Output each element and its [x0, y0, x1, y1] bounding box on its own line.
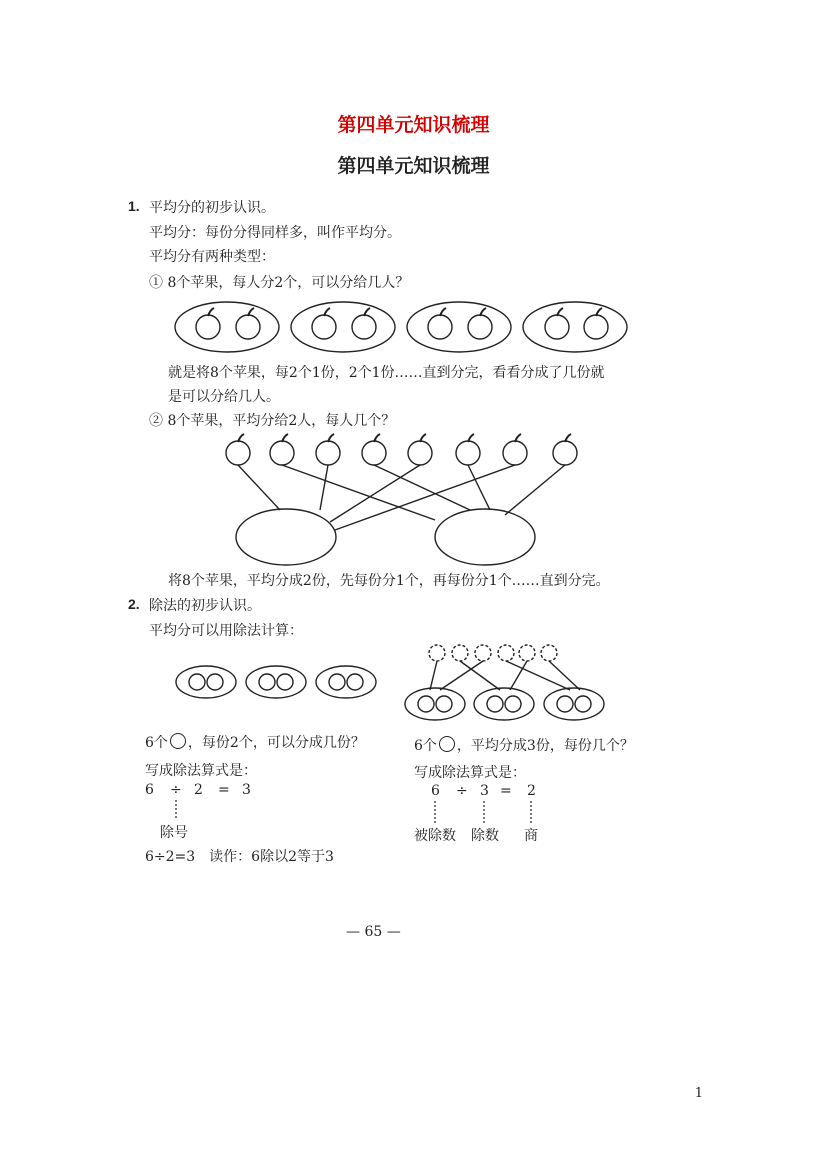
- explanation-line: 是可以分给几人。: [168, 389, 280, 405]
- question-prefix: 6个: [145, 735, 168, 751]
- divisor-label: 除数: [471, 828, 499, 844]
- eq-divide-sign: ÷: [170, 782, 182, 798]
- eq-quotient: 2: [527, 783, 536, 799]
- types-intro: 平均分有两种类型：: [149, 249, 275, 265]
- explanation-line: 就是将8个苹果，每2个1份，2个1份……直到分完，看看分成了几份就: [168, 365, 605, 381]
- apple-icon: [456, 434, 480, 465]
- page-heading: 第四单元知识梳理: [337, 155, 490, 177]
- question-prefix: 6个: [414, 738, 437, 754]
- apple-icon: [236, 308, 260, 339]
- apple-icon: [428, 308, 452, 339]
- apple-icon: [584, 308, 608, 339]
- group-oval: [175, 302, 279, 352]
- quotient-label: 商: [524, 828, 538, 844]
- apple-icon: [468, 308, 492, 339]
- eq-equals: =: [218, 782, 230, 798]
- apple-icon: [226, 434, 250, 465]
- question-suffix: ，平均分成3份，每份几个？: [456, 738, 634, 754]
- person-oval: [435, 509, 535, 565]
- eq-equals: =: [500, 783, 512, 799]
- section-heading: 平均分的初步认识。: [149, 200, 275, 216]
- apple-icon: [545, 308, 569, 339]
- eq-divide-sign: ÷: [456, 783, 468, 799]
- apple-icon: [352, 308, 376, 339]
- group-oval: [523, 302, 627, 352]
- division-share-diagram: [405, 645, 604, 720]
- division-sign-label: 除号: [160, 825, 188, 841]
- apple-icon: [408, 434, 432, 465]
- section-number: 1.: [128, 198, 140, 214]
- eq-quotient: 3: [242, 782, 251, 798]
- apple-icon: [553, 434, 577, 465]
- eq-dividend: 6: [431, 783, 440, 799]
- apple-icon: [312, 308, 336, 339]
- intro-text: 平均分可以用除法计算：: [149, 623, 303, 639]
- explanation-line: 将8个苹果，平均分成2份，先每份分1个，再每份分1个……直到分完。: [168, 573, 610, 589]
- section-heading: 除法的初步认识。: [149, 598, 261, 614]
- apple-icon: [270, 434, 294, 465]
- person-oval: [236, 509, 336, 565]
- formula-label: 写成除法算式是：: [414, 765, 526, 781]
- book-page-number: — 65 —: [346, 924, 401, 940]
- eq-divisor: 3: [480, 783, 489, 799]
- eq-divisor: 2: [194, 782, 203, 798]
- dividend-label: 被除数: [414, 828, 456, 844]
- page-number: 1: [694, 1086, 703, 1101]
- apple-icon: [316, 434, 340, 465]
- question-2: ② 8个苹果，平均分给2人，每人几个？: [149, 413, 396, 429]
- group-oval: [291, 302, 395, 352]
- eq-dividend: 6: [145, 782, 154, 798]
- section-number: 2.: [128, 596, 140, 612]
- apple-icon: [362, 434, 386, 465]
- read-text: 6÷2=3 读作：6除以2等于3: [145, 849, 334, 865]
- label-pointers: [176, 800, 531, 823]
- question-1: ① 8个苹果，每人分2个，可以分给几人？: [149, 275, 410, 291]
- definition-text: 平均分：每份分得同样多，叫作平均分。: [149, 225, 401, 241]
- apple-distribution-diagram: [226, 434, 577, 565]
- apple-groups-diagram: [175, 302, 627, 352]
- formula-label: 写成除法算式是：: [145, 763, 257, 779]
- apple-icon: [503, 434, 527, 465]
- apple-icon: [196, 308, 220, 339]
- division-groups-diagram: [176, 666, 376, 698]
- document-title: 第四单元知识梳理: [337, 114, 490, 136]
- question-suffix: ，每份2个，可以分成几份？: [187, 735, 365, 751]
- group-oval: [407, 302, 511, 352]
